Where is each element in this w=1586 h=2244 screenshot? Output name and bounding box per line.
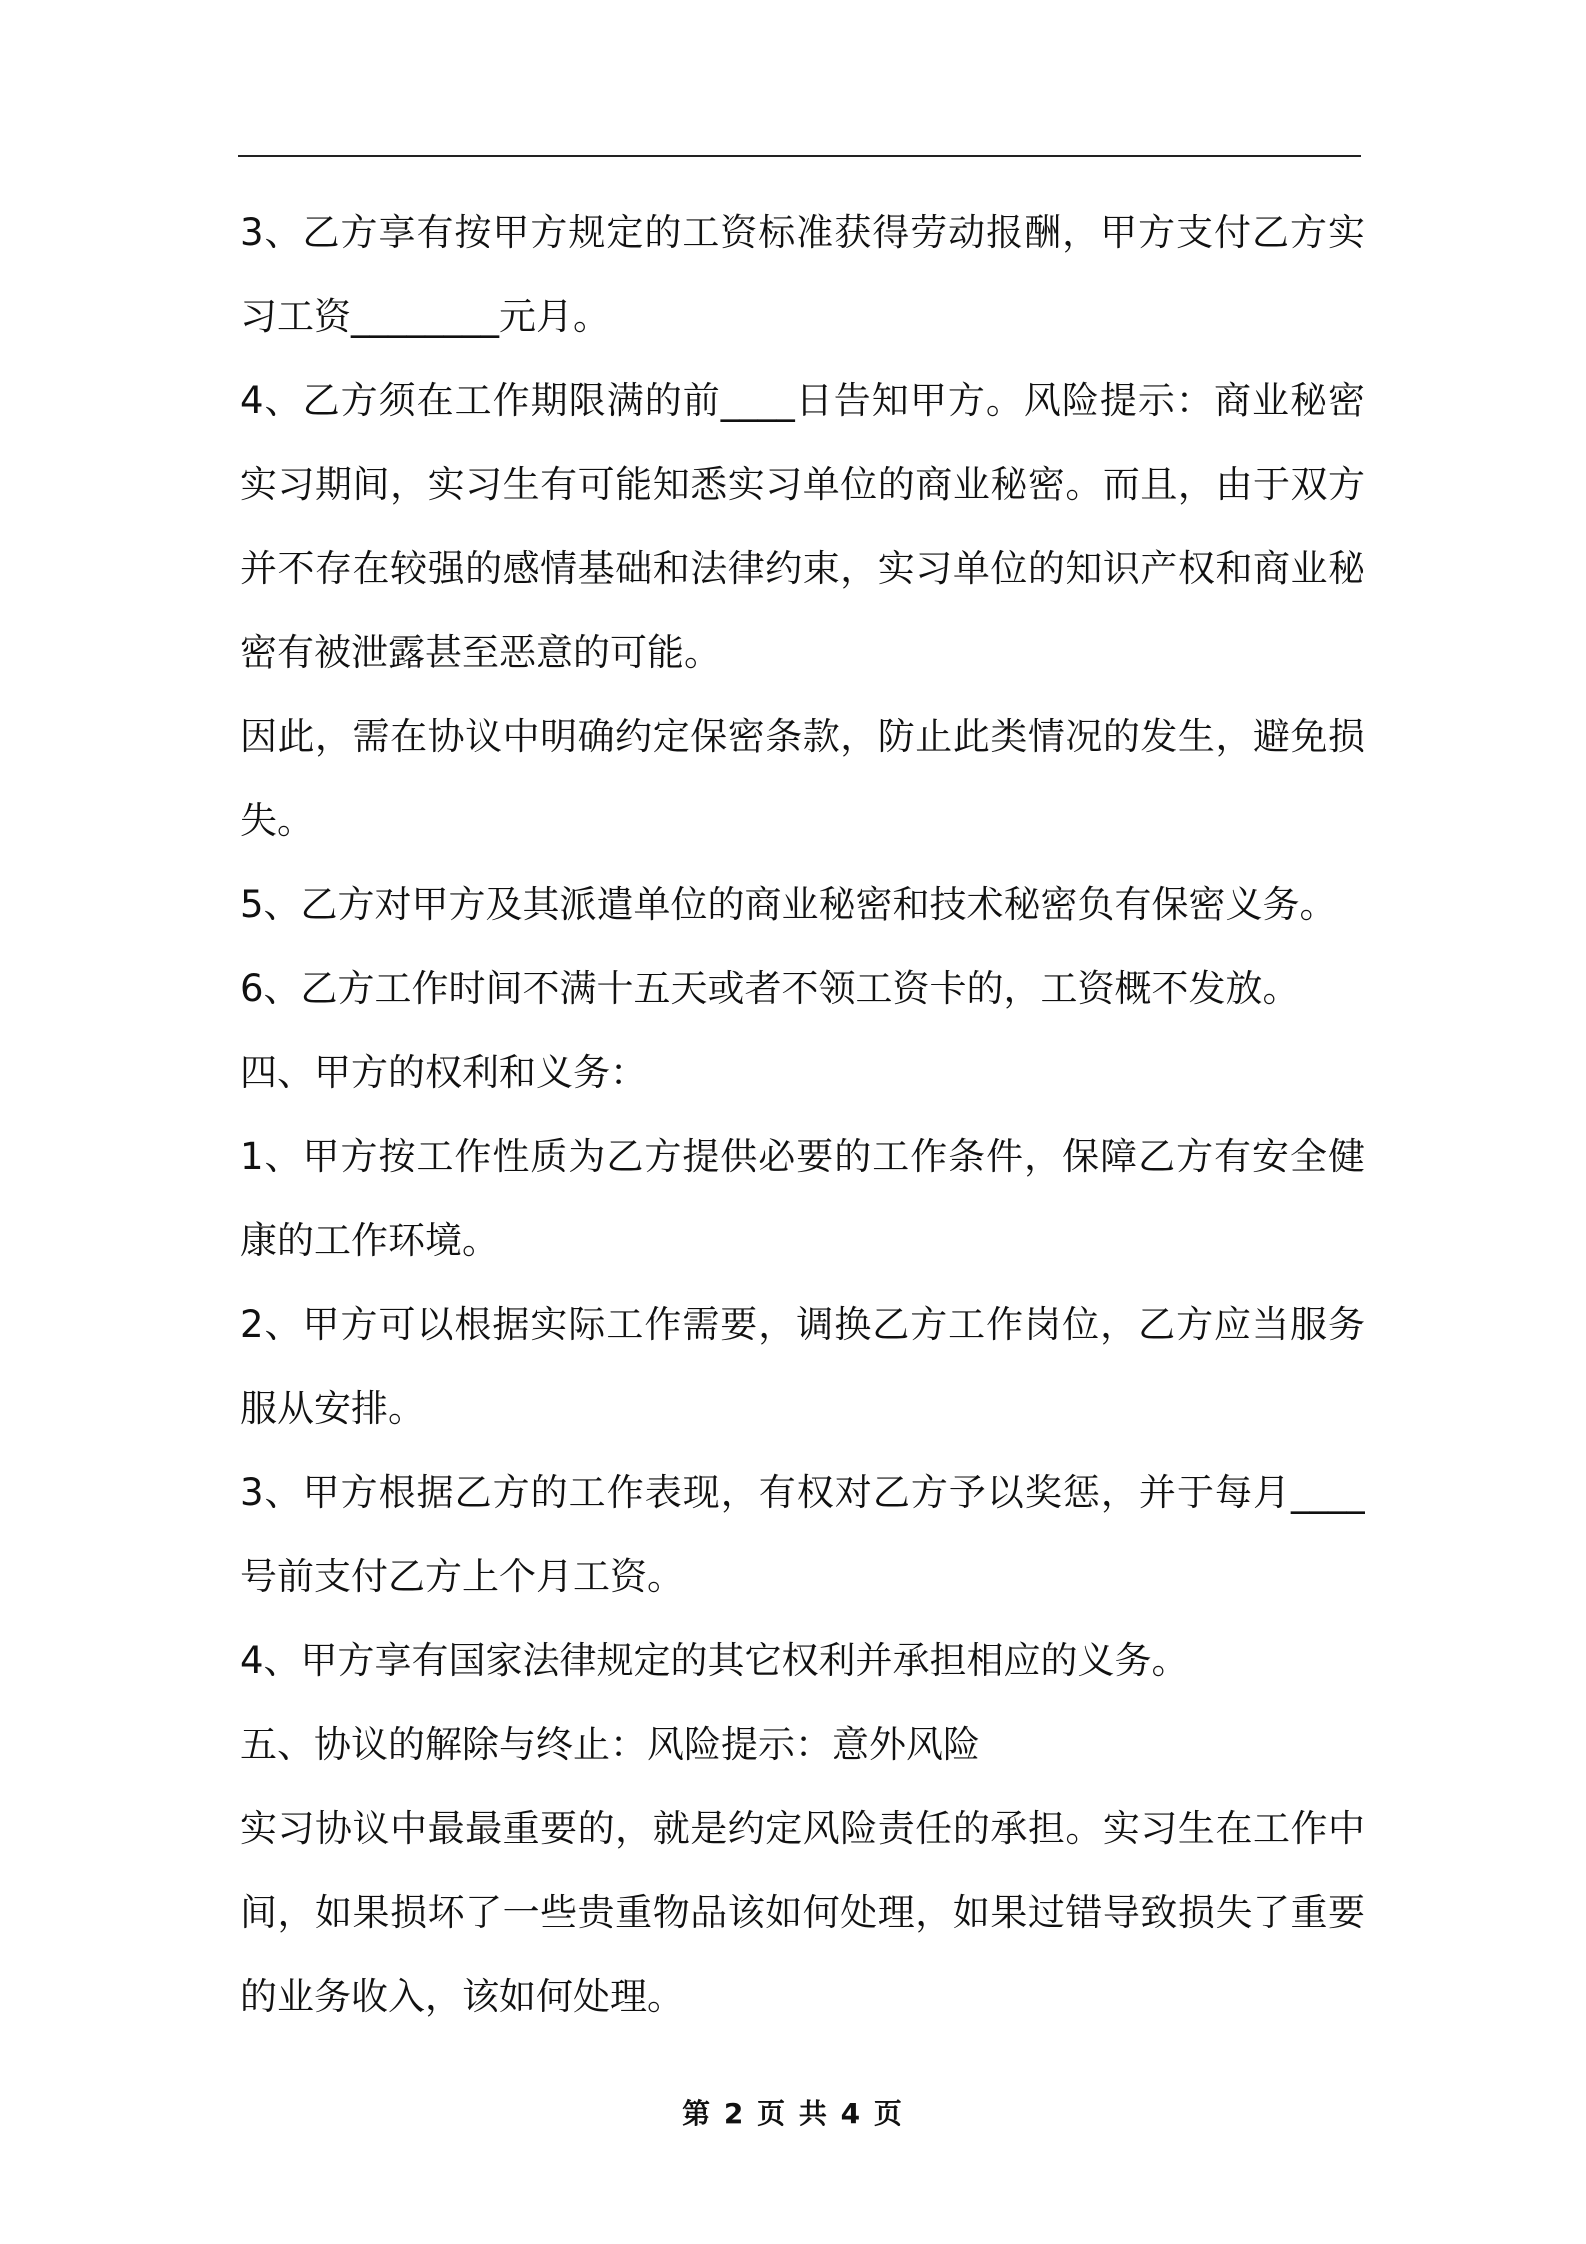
text-line: 6、乙方工作时间不满十五天或者不领工资卡的，工资概不发放。 [240, 967, 1300, 1010]
text-line: 号前支付乙方上个月工资。 [240, 1555, 684, 1598]
text-line: 2、甲方可以根据实际工作需要，调换乙方工作岗位，乙方应当服务 [240, 1303, 1365, 1346]
text-line: 间，如果损坏了一些贵重物品该如何处理，如果过错导致损失了重要 [240, 1891, 1365, 1934]
text-line: 习工资________元月。 [240, 295, 610, 338]
text-line: 1、甲方按工作性质为乙方提供必要的工作条件，保障乙方有安全健 [240, 1135, 1365, 1178]
text-line: 服从安排。 [240, 1387, 425, 1430]
text-line: 密有被泄露甚至恶意的可能。 [240, 631, 721, 674]
text-line: 并不存在较强的感情基础和法律约束，实习单位的知识产权和商业秘 [240, 547, 1365, 590]
header-rule [238, 155, 1361, 157]
section-heading: 五、协议的解除与终止：风险提示：意外风险 [240, 1723, 980, 1766]
text-line: 3、甲方根据乙方的工作表现，有权对乙方予以奖惩，并于每月____ [240, 1471, 1365, 1514]
text-line: 实习期间，实习生有可能知悉实习单位的商业秘密。而且，由于双方 [240, 463, 1365, 506]
text-line: 的业务收入，该如何处理。 [240, 1975, 684, 2018]
text-line: 实习协议中最最重要的，就是约定风险责任的承担。实习生在工作中 [240, 1807, 1365, 1850]
page-number: 第 2 页 共 4 页 [682, 2097, 904, 2130]
text-line: 4、甲方享有国家法律规定的其它权利并承担相应的义务。 [240, 1639, 1189, 1682]
text-line: 3、乙方享有按甲方规定的工资标准获得劳动报酬，甲方支付乙方实 [240, 211, 1365, 254]
text-line: 因此，需在协议中明确约定保密条款，防止此类情况的发生，避免损 [240, 715, 1365, 758]
section-heading: 四、甲方的权利和义务： [240, 1051, 647, 1094]
document-body [240, 198, 1365, 2046]
text-line: 康的工作环境。 [240, 1219, 499, 1262]
text-line: 5、乙方对甲方及其派遣单位的商业秘密和技术秘密负有保密义务。 [240, 883, 1337, 926]
text-line: 失。 [240, 799, 314, 842]
text-line: 4、乙方须在工作期限满的前____日告知甲方。风险提示：商业秘密 [240, 379, 1365, 422]
